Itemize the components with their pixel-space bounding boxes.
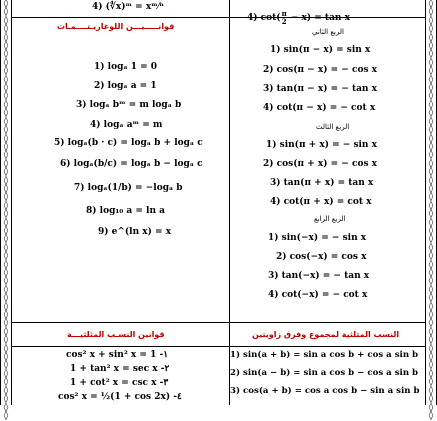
q3-formula-3: 3) tan(π + x) = tan x — [270, 178, 374, 188]
sum-diff-3: 3) cos(a + b) = cos a cos b − sin a sin b — [230, 386, 420, 396]
log-law-5: 5) logₐ(b · c) = logₐ b + logₐ c — [54, 138, 203, 148]
identity-1: cos² x + sin² x = 1 -١ — [66, 350, 169, 360]
q2-formula-4: 4) cot(π − x) = − cot x — [263, 103, 376, 113]
right-top-formula: 4) cot( $\frac{\pi}{2}$ − x) = tan x — [247, 9, 350, 26]
q4-formula-3: 3) tan(−x) = − tan x — [268, 271, 370, 281]
q3-formula-4: 4) cot(π + x) = cot x — [270, 197, 372, 207]
log-law-6: 6) logₐ(b/c) = logₐ b − logₐ c — [60, 159, 203, 169]
quadrant-2-label: الربع الثاني — [312, 28, 344, 36]
column-divider — [229, 0, 230, 405]
log-laws-header: قوانـــــيـــن اللوغاريـتــــمـات — [57, 22, 175, 31]
log-law-7: 7) logₐ(1/b) = −logₐ b — [74, 183, 183, 193]
q4-formula-2: 2) cos(−x) = cos x — [276, 252, 367, 262]
q3-formula-2: 2) cos(π + x) = − cos x — [263, 159, 378, 169]
identity-3: 1 + cot² x = csc x -٣ — [70, 378, 169, 388]
q2-formula-3: 3) tan(π − x) = − tan x — [263, 84, 377, 94]
section-header-divider — [12, 346, 425, 347]
sum-diff-1: 1) sin(a + b) = sin a cos b + cos a sin b — [230, 350, 419, 360]
sum-difference-header: النسب المثلثية لمجموع وفرق زاويتين — [252, 330, 400, 339]
identity-4: cos² x = ½(1 + cos 2x) -٤ — [58, 392, 182, 402]
log-law-2: 2) logₐ a = 1 — [94, 81, 157, 91]
section-divider — [12, 322, 425, 323]
sum-diff-2: 2) sin(a − b) = sin a cos b − cos a sin b — [230, 368, 419, 378]
trig-identities-header: قوانين النسـب المثلثيـــة — [67, 330, 165, 339]
log-law-4: 4) logₐ aᵐ = m — [90, 120, 163, 130]
top-divider — [12, 17, 425, 18]
left-top-formula: 4) (∜x)ᵐ = xᵐ⁄ⁿ — [92, 2, 164, 12]
log-law-1: 1) logₐ 1 = 0 — [94, 62, 158, 72]
quadrant-4-label: الربع الرابع — [314, 215, 346, 223]
left-decorative-border: ◊ ◊ ◊ ◊ ◊ ◊ ◊ ◊ ◊ ◊ ◊ ◊ ◊ ◊ ◊ ◊ ◊ ◊ ◊ ◊ ◊ ◊ ◊ ◊ ◊ ◊ ◊ ◊ ◊ ◊ ◊ ◊ ◊ ◊ ◊ ◊ ◊ ◊ ◊ ◊ ◊ ◊ ◊ ◊ ◊ ◊ ◊ ◊ ◊ ◊ — [0, 0, 12, 405]
right-decorative-border: ◊ ◊ ◊ ◊ ◊ ◊ ◊ ◊ ◊ ◊ ◊ ◊ ◊ ◊ ◊ ◊ ◊ ◊ ◊ ◊ ◊ ◊ ◊ ◊ ◊ ◊ ◊ ◊ ◊ ◊ ◊ ◊ ◊ ◊ ◊ ◊ ◊ ◊ ◊ ◊ ◊ ◊ ◊ ◊ ◊ ◊ ◊ ◊ ◊ ◊ — [425, 0, 437, 405]
q4-formula-4: 4) cot(−x) = − cot x — [268, 290, 368, 300]
log-law-8: 8) log₁₀ a = ln a — [86, 206, 165, 216]
log-law-9: 9) e^(ln x) = x — [98, 227, 172, 237]
log-law-3: 3) logₐ bᵐ = m logₐ b — [76, 100, 182, 110]
identity-2: 1 + tan² x = sec x -٢ — [70, 364, 170, 374]
q2-formula-1: 1) sin(π − x) = sin x — [270, 45, 371, 55]
q3-formula-1: 1) sin(π + x) = − sin x — [266, 140, 377, 150]
q2-formula-2: 2) cos(π − x) = − cos x — [263, 65, 378, 75]
formula-sheet — [12, 0, 425, 405]
q4-formula-1: 1) sin(−x) = − sin x — [268, 233, 367, 243]
quadrant-3-label: الربع الثالث — [316, 123, 350, 131]
